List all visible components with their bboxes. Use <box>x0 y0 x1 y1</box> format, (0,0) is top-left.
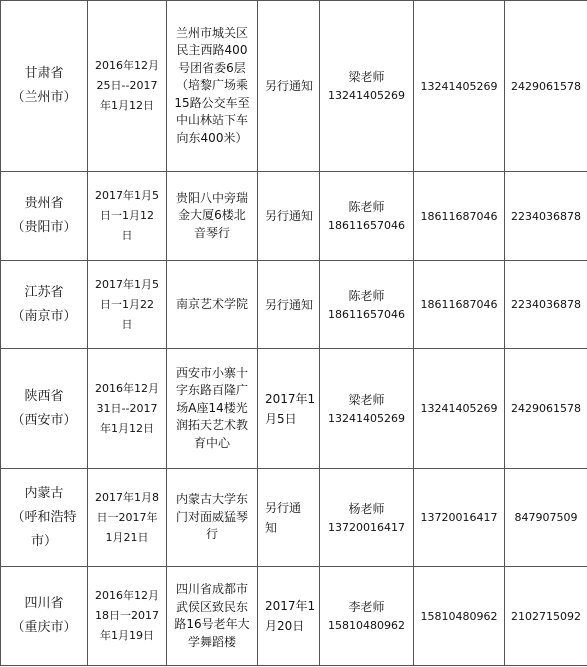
address-cell-line: 字东路百隆广 <box>175 383 248 398</box>
date-cell-line: 年1月19日 <box>100 629 154 642</box>
province-cell-line: 市） <box>30 533 57 549</box>
province-cell <box>1 172 88 261</box>
teacher-cell <box>320 349 414 469</box>
qq-cell: 2429061578 <box>505 1 587 172</box>
table-row <box>1 1 587 172</box>
qq-cell: 2429061578 <box>505 349 587 469</box>
province-cell-line: （南京市） <box>11 308 77 324</box>
province-cell-line: （兰州市） <box>11 90 77 105</box>
teacher-name: 杨老师 <box>348 501 385 516</box>
address-cell <box>167 469 258 567</box>
date-cell-line: 31日--2017 <box>96 401 158 415</box>
notice-cell-line: 另行通知 <box>265 79 314 93</box>
table-row <box>1 567 587 666</box>
phone-cell: 18611687046 <box>414 261 505 349</box>
date-cell-line: 日一2017年 <box>96 510 158 524</box>
teacher-cell <box>320 567 414 666</box>
province-cell-line: （重庆市） <box>11 620 77 635</box>
qq-cell: 2234036878 <box>505 261 587 349</box>
address-cell-line: 南京艺术学院 <box>175 296 248 311</box>
date-cell-line: 日一1月12 <box>100 209 154 222</box>
notice-cell <box>258 349 320 469</box>
address-cell-line: 15路公交车至 <box>174 95 250 110</box>
province-cell-line: 陕西省 <box>24 388 64 404</box>
province-cell-line: 贵州省 <box>24 196 64 211</box>
teacher-cell <box>320 261 414 349</box>
date-cell-line: 2017年1月5 <box>95 189 159 202</box>
address-cell-line: 润拓天艺术教 <box>175 418 248 433</box>
date-cell <box>88 172 167 261</box>
teacher-cell <box>320 1 414 172</box>
teacher-name: 陈老师 <box>348 200 385 214</box>
table-row <box>1 172 587 261</box>
province-cell <box>1 567 88 666</box>
notice-cell-line: 另行通 <box>265 500 302 515</box>
province-cell-line: （呼和浩特 <box>11 509 77 525</box>
address-cell-line: 民主西路400 <box>176 43 248 58</box>
address-cell-line: （培黎广场乘 <box>175 78 248 93</box>
address-cell-line: 四川省成都市 <box>175 582 248 596</box>
date-cell-line: 25日--2017 <box>96 79 158 92</box>
notice-cell-line: 月5日 <box>265 411 297 426</box>
date-cell-line: 日 <box>121 229 133 242</box>
teacher-phone: 13241405269 <box>328 411 405 425</box>
notice-cell-line: 另行通知 <box>265 297 314 312</box>
date-cell <box>88 469 167 567</box>
date-cell-line: 1月21日 <box>105 530 149 544</box>
address-cell-line: 西安市小寨十 <box>175 365 248 380</box>
province-cell-line: （贵阳市） <box>11 220 77 235</box>
teacher-name: 梁老师 <box>348 392 385 407</box>
address-cell-line: 武侯区致民东 <box>175 599 248 614</box>
province-cell-line: 四川省 <box>24 596 64 611</box>
province-cell-line: 江苏省 <box>24 284 64 300</box>
date-cell <box>88 1 167 172</box>
address-cell-line: 行 <box>205 527 218 542</box>
address-cell-line: 育中心 <box>193 435 230 450</box>
teacher-phone: 18611657046 <box>328 307 405 321</box>
notice-cell-line: 2017年1 <box>265 599 316 613</box>
address-cell-line: 兰州市城关区 <box>175 25 248 40</box>
address-cell-line: 场A座14楼光 <box>176 400 248 415</box>
phone-cell: 15810480962 <box>414 567 505 666</box>
address-cell-line: 路16号老年大 <box>174 617 250 631</box>
date-cell-line: 年1月12日 <box>100 99 154 112</box>
notice-cell <box>258 1 320 172</box>
date-cell-line: 2016年12月 <box>95 59 159 72</box>
notice-cell-line: 知 <box>265 520 278 535</box>
address-cell-line: 金大厦6楼北 <box>178 208 246 223</box>
teacher-name: 梁老师 <box>348 70 385 84</box>
notice-cell <box>258 172 320 261</box>
phone-cell: 18611687046 <box>414 172 505 261</box>
address-cell-line: 门对面威猛琴 <box>175 509 248 524</box>
date-cell-line: 日一1月22 <box>100 297 154 311</box>
address-cell <box>167 1 258 172</box>
notice-cell <box>258 469 320 567</box>
address-cell-line: 音琴行 <box>193 225 230 240</box>
address-cell <box>167 172 258 261</box>
table-row <box>1 261 587 349</box>
table-row <box>1 349 587 469</box>
address-cell-line: 学舞蹈楼 <box>187 634 236 649</box>
date-cell <box>88 567 167 666</box>
notice-cell <box>258 567 320 666</box>
notice-cell <box>258 261 320 349</box>
date-cell-line: 2016年12月 <box>95 589 159 602</box>
province-cell <box>1 469 88 567</box>
teacher-name: 李老师 <box>348 600 385 614</box>
notice-cell-line: 月20日 <box>265 619 305 633</box>
date-cell <box>88 261 167 349</box>
date-cell-line: 年1月12日 <box>100 421 154 435</box>
address-cell <box>167 349 258 469</box>
teacher-phone: 13720016417 <box>328 520 405 534</box>
phone-cell: 13720016417 <box>414 469 505 567</box>
province-cell <box>1 349 88 469</box>
date-cell-line: 18日一2017 <box>95 609 159 622</box>
address-cell-line: 贵阳八中旁瑞 <box>175 190 248 205</box>
province-cell <box>1 1 88 172</box>
teacher-phone: 18611657046 <box>328 219 405 232</box>
province-cell-line: 内蒙古 <box>24 485 64 501</box>
notice-cell-line: 另行通知 <box>265 209 314 223</box>
teacher-phone: 13241405269 <box>328 89 405 102</box>
date-cell-line: 2017年1月8 <box>95 490 159 504</box>
teacher-cell <box>320 172 414 261</box>
qq-cell: 2102715092 <box>505 567 587 666</box>
province-cell-line: 甘肃省 <box>24 66 64 81</box>
table-row <box>1 469 587 567</box>
teacher-phone: 15810480962 <box>328 619 405 632</box>
address-cell-line: 内蒙古大学东 <box>175 492 248 507</box>
date-cell <box>88 349 167 469</box>
address-cell-line: 号团省委6层 <box>178 60 246 75</box>
address-cell <box>167 567 258 666</box>
qq-cell: 2234036878 <box>505 172 587 261</box>
notice-cell-line: 2017年1 <box>265 391 316 406</box>
phone-cell: 13241405269 <box>414 349 505 469</box>
teacher-cell <box>320 469 414 567</box>
address-cell-line: 向东400米） <box>176 130 248 145</box>
phone-cell: 13241405269 <box>414 1 505 172</box>
date-cell-line: 2016年12月 <box>95 381 159 395</box>
address-cell-line: 中山林站下车 <box>175 113 248 128</box>
province-cell-line: （西安市） <box>11 412 77 428</box>
date-cell-line: 2017年1月5 <box>95 277 159 291</box>
address-cell <box>167 261 258 349</box>
teacher-name: 陈老师 <box>348 288 385 303</box>
date-cell-line: 日 <box>121 317 133 331</box>
qq-cell: 847907509 <box>505 469 587 567</box>
province-cell <box>1 261 88 349</box>
